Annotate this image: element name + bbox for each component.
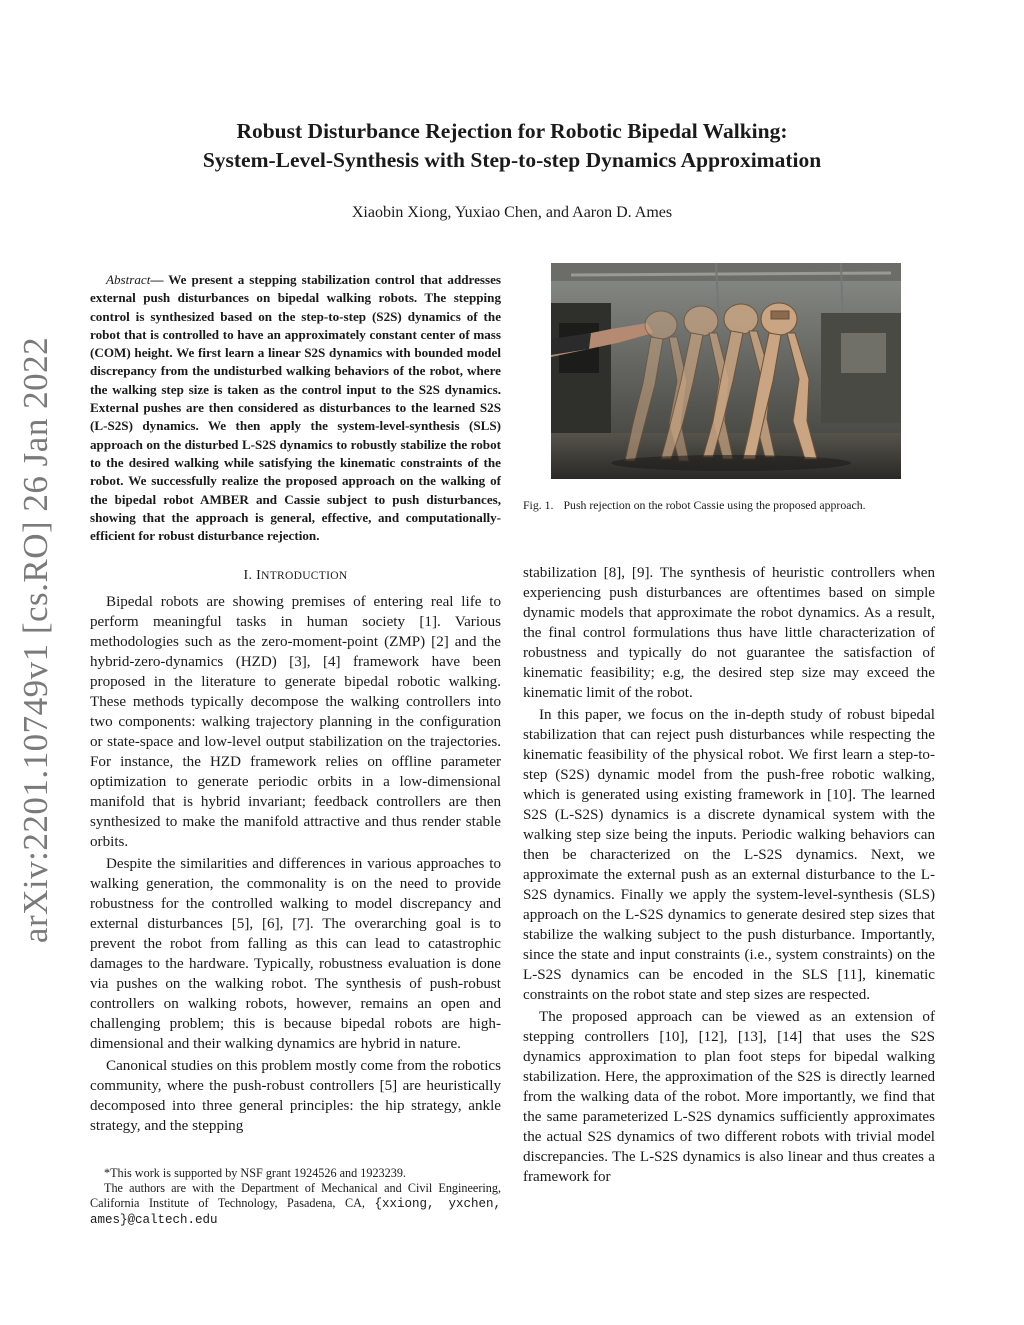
abstract-paragraph xyxy=(90,271,501,545)
section-heading-introduction xyxy=(90,568,501,584)
right-paragraph-2: In this paper, we focus on the in-depth study of robust bipedal stabilization that can reject push disturbances while respecting the kinematic feasibility of the physical robot. We first learn a step-to-step (S2S) dynamic model from the push-free robotic walking, which is generated using existing framework in [10]. The learned S2S (L-S2S) dynamics is a discrete dynamical system with the walking step size being the inputs. Periodic walking behaviors can then be characterized on the L-S2S dynamics. Next, we approximate the external push as an external disturbance to the L-S2S dynamics. Finally we apply the system-level-synthesis (SLS) approach on the L-S2S dynamics to generate desired step sizes that stabilize the walking subject to the push disturbance. Importantly, since the state and input constraints (i.e., system constraints) on the L-S2S dynamics can be encoded in the SLS [11], kinematic constraints on the robot state and step sizes are respected. xyxy=(523,707,935,1003)
figure-caption-text: Push rejection on the robot Cassie using the proposed approach. xyxy=(563,498,866,512)
intro-paragraph-3: Canonical studies on this problem mostly come from the robotics community, where the push-robust controllers [5] are heuristically decomposed into three general principles: the hip strategy, ankle strategy, and the stepping xyxy=(90,1058,501,1134)
figure-robot-photo xyxy=(551,263,901,479)
figure-label: Fig. 1. xyxy=(523,498,554,512)
abstract-text: We present a stepping stabilization control that addresses external push disturbances on bipedal walking robots. The stepping control is synthesized based on the step-to-step (S2S) dynamics of the robot that is controlled to have an approximately constant center of mass (COM) height. We first learn a linear S2S dynamics with bounded model discrepancy from the undisturbed walking behaviors of the robot, where the walking step size is taken as the control input to the S2S dynamics. External pushes are then considered as disturbances to the learned S2S (L-S2S) dynamics. We then apply the system-level-synthesis (SLS) approach on the disturbed L-S2S dynamics to robustly stabilize the robot to the desired walking while satisfying the kinematic constraints of the robot. We successfully realize the proposed approach on the walking of the bipedal robot AMBER and Cassie subject to push disturbances, showing that the approach is general, effective, and computationally-efficient for robust disturbance rejection. xyxy=(90,272,501,544)
footnote-affiliation xyxy=(90,1181,501,1228)
right-paragraph-1: stabilization [8], [9]. The synthesis of heuristic controllers when experiencing push disturbances are oftentimes based on simple dynamic models that approximate the robot dynamics. As a result, the final control formulations thus have little characterization of robustness and typically do not guarantee the satisfaction of kinematic feasibility; e.g, the desired step size may exceed the kinematic limit of the robot. xyxy=(523,565,935,701)
arxiv-identifier xyxy=(6,330,66,950)
section-number: I. xyxy=(243,568,253,583)
intro-paragraph-2: Despite the similarities and differences in various approaches to walking generation, the commonality is on the need to provide robustness for the controlled walking to model discrepancy and external disturbances [5], [6], [7]. The overarching goal is to prevent the robot from falling as this can lead to catastrophic damages to the hardware. Typically, robustness evaluation is done via pushes on the walking robot. The synthesis of push-robust controllers on walking robots, however, remains an open and challenging problem; this is because bipedal robots are high-dimensional and their walking dynamics are hybrid in nature. xyxy=(90,856,501,1052)
title-line-2: System-Level-Synthesis with Step-to-step Dynamics Approximation xyxy=(202,148,822,172)
footnotes xyxy=(90,1166,501,1228)
abstract-label: Abstract xyxy=(106,272,151,287)
robot-photo-illustration xyxy=(551,263,901,479)
introduction-body xyxy=(90,592,501,1138)
title-line-1: Robust Disturbance Rejection for Robotic Bipedal Walking: xyxy=(236,119,788,143)
paper-title xyxy=(100,117,924,175)
right-paragraph-3: The proposed approach can be viewed as an extension of stepping controllers [10], [12], [13], [14] that uses the S2S dynamics approximation to plan foot steps for bipedal walking stabilization. Here, the approximation of the S2S is directly learned from the walking data of the robot. More importantly, we find that the same parameterized L-S2S dynamics sufficiently approximates the actual S2S dynamics of two different robots with trivial model discrepancies. The L-S2S dynamics is also linear and thus creates a framework for xyxy=(523,1009,935,1185)
arxiv-identifier-text: arXiv:2201.10749v1 [cs.RO] 26 Jan 2022 xyxy=(16,336,55,944)
abstract-dash: — xyxy=(150,272,164,287)
figure-caption xyxy=(523,498,935,513)
footnote-grant: *This work is supported by NSF grant 1924526 and 1923239. xyxy=(104,1166,406,1180)
abstract xyxy=(90,271,501,545)
right-column-body xyxy=(523,563,935,1189)
footnote-emails: {xxiong, yxchen, ames}@caltech.edu xyxy=(90,1197,501,1227)
footnote-affiliation-text: The authors are with the Department of Mechanical and Civil Engineering, California Institute of Technology, Pasadena, CA, xyxy=(90,1181,501,1210)
author-list: Xiaobin Xiong, Yuxiao Chen, and Aaron D. Ames xyxy=(351,204,673,221)
section-title-initial: I xyxy=(256,568,262,583)
intro-paragraph-1: Bipedal robots are showing premises of entering real life to perform meaningful tasks in human society [1]. Various methodologies such as the zero-moment-point (ZMP) [2] and the hybrid-zero-dynamics (HZD) [3], [4] framework have been proposed in the literature to generate bipedal robotic walking. These methods typically decompose the walking controllers into two components: walking trajectory planning in the configuration or state-space and low-level output stabilization on the trajectories. For instance, the HZD framework relies on offline parameter optimization to generate periodic orbits in a low-dimensional manifold that is hybrid invariant; feedback controllers are then synthesized to make the manifold attractive and thus render stable orbits. xyxy=(90,594,501,850)
section-title-rest: NTRODUCTION xyxy=(261,570,348,582)
